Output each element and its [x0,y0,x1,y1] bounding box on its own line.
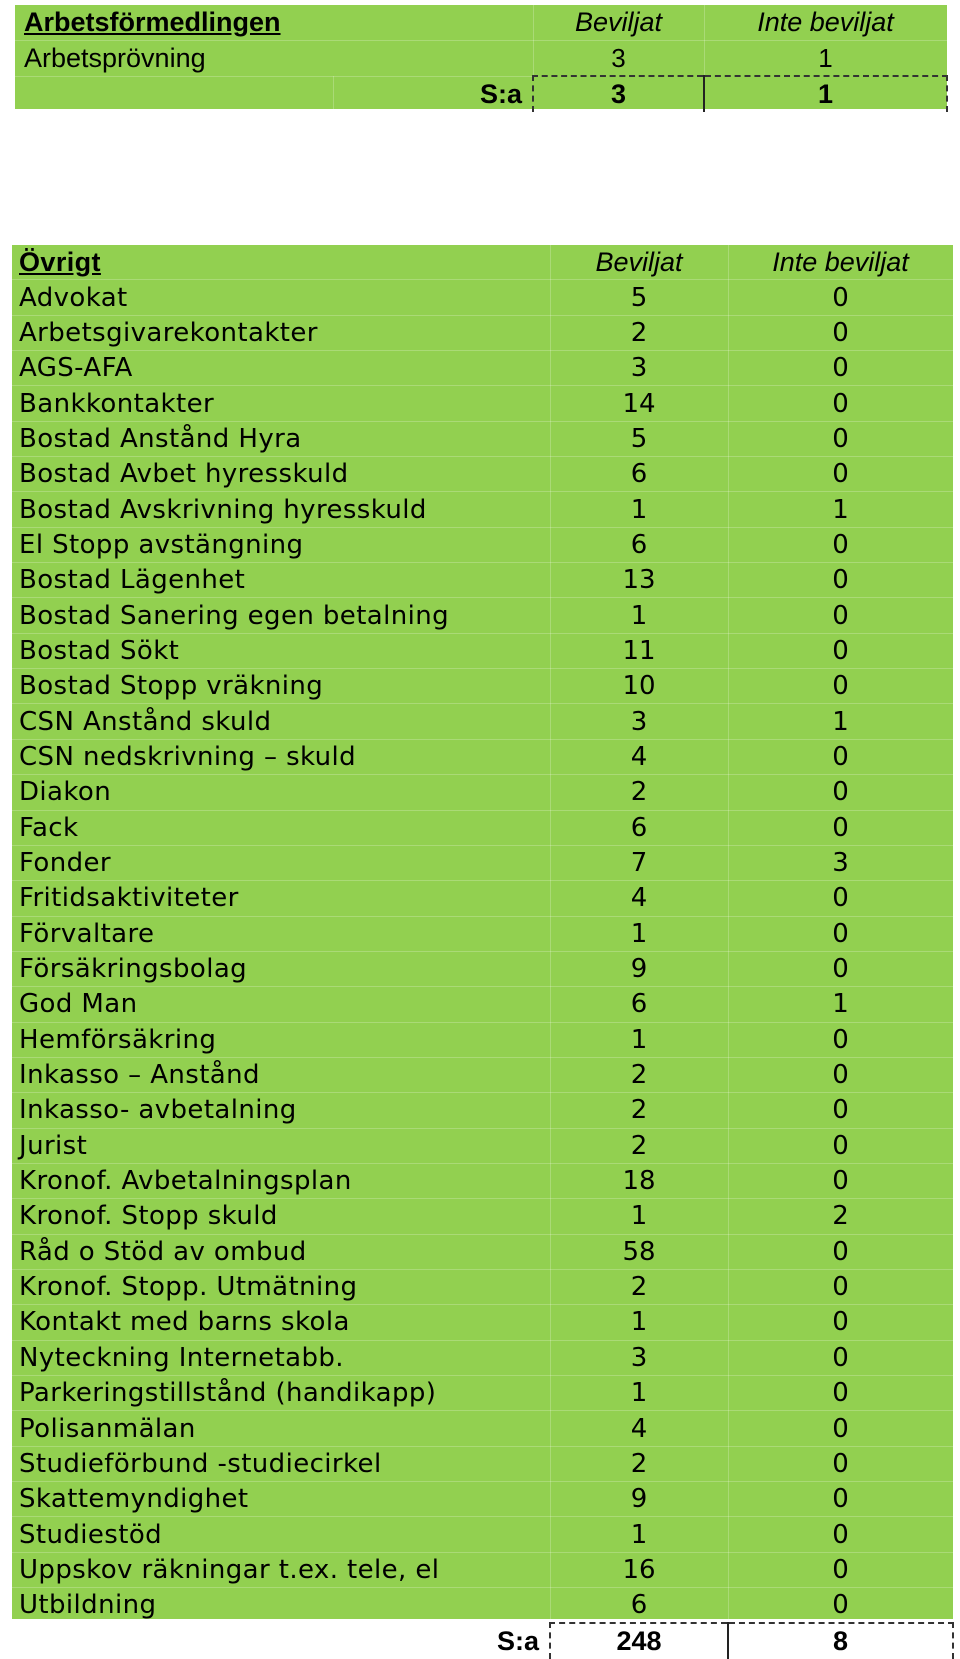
row-label: Bostad Lägenhet [12,563,550,598]
row-denied: 1 [728,492,953,527]
row-granted: 1 [550,1517,728,1552]
row-granted: 3 [533,40,704,76]
row-label: Bostad Anstånd Hyra [12,421,550,456]
table-row [15,40,947,76]
row-label: Advokat [12,280,550,315]
row-label: Arbetsgivarekontakter [12,315,550,350]
row-granted: 2 [550,1128,728,1163]
table-row [12,457,953,492]
row-denied: 0 [728,1411,953,1446]
row-denied: 0 [728,1128,953,1163]
row-label: AGS-AFA [12,351,550,386]
row-denied: 0 [728,351,953,386]
row-label: Förvaltare [12,916,550,951]
row-granted: 3 [550,1340,728,1375]
row-denied: 0 [728,1093,953,1128]
table-row [12,1163,953,1198]
row-granted: 1 [550,1022,728,1057]
row-denied: 0 [728,1305,953,1340]
row-label: Utbildning [12,1588,550,1624]
table-row [12,1199,953,1234]
row-label: Parkeringstillstånd (handikapp) [12,1376,550,1411]
table-row [12,421,953,456]
row-granted: 1 [550,492,728,527]
row-granted: 6 [550,987,728,1022]
row-denied: 0 [728,1163,953,1198]
table-row [12,810,953,845]
row-label: Skattemyndighet [12,1482,550,1517]
table-row [12,386,953,421]
row-granted: 6 [550,810,728,845]
row-label: Inkasso- avbetalning [12,1093,550,1128]
row-granted: 10 [550,669,728,704]
row-label: CSN Anstånd skuld [12,704,550,739]
row-denied: 0 [728,598,953,633]
table-row [12,1305,953,1340]
row-denied: 0 [728,527,953,562]
row-granted: 2 [550,1057,728,1092]
row-denied: 0 [728,916,953,951]
row-denied: 0 [728,563,953,598]
section-arbetsformedlingen [15,5,947,109]
row-denied: 0 [728,280,953,315]
row-label: Kronof. Stopp. Utmätning [12,1269,550,1304]
row-label: Bostad Sanering egen betalning [12,598,550,633]
row-label: Inkasso – Anstånd [12,1057,550,1092]
sum-granted: 248 [550,1623,728,1658]
sum-label: S:a [333,76,533,112]
row-granted: 2 [550,1269,728,1304]
row-label: Bostad Avbet hyresskuld [12,457,550,492]
sum-denied: 1 [704,76,947,112]
row-denied: 0 [728,1552,953,1587]
row-granted: 6 [550,457,728,492]
row-label: Fritidsaktiviteter [12,881,550,916]
row-denied: 1 [728,987,953,1022]
table-row [12,633,953,668]
row-label: Hemförsäkring [12,1022,550,1057]
row-denied: 3 [728,845,953,880]
table-row [12,1446,953,1481]
row-granted: 2 [550,775,728,810]
row-granted: 7 [550,845,728,880]
row-granted: 4 [550,1411,728,1446]
row-label: Bostad Sökt [12,633,550,668]
row-denied: 1 [704,40,947,76]
row-denied: 0 [728,633,953,668]
column-header-granted: Beviljat [533,5,704,40]
table-row [12,1376,953,1411]
table-row [12,1517,953,1552]
row-denied: 0 [728,669,953,704]
row-denied: 0 [728,810,953,845]
row-label: Försäkringsbolag [12,951,550,986]
row-denied: 0 [728,1517,953,1552]
column-header-granted: Beviljat [550,245,728,280]
header-row [15,5,947,40]
table-row [12,739,953,774]
row-denied: 1 [728,704,953,739]
empty-cell [15,76,333,112]
row-label: Bankkontakter [12,386,550,421]
row-denied: 0 [728,1340,953,1375]
sum-label: S:a [12,1623,550,1658]
row-label: Nyteckning Internetabb. [12,1340,550,1375]
section-ovrigt [12,245,953,1657]
row-granted: 1 [550,1199,728,1234]
table-row [12,351,953,386]
row-denied: 0 [728,1057,953,1092]
ovrigt-table [12,245,954,1659]
row-granted: 3 [550,704,728,739]
row-label: El Stopp avstängning [12,527,550,562]
row-label: God Man [12,987,550,1022]
row-denied: 0 [728,775,953,810]
row-granted: 5 [550,421,728,456]
table-row [12,704,953,739]
table-row [12,1022,953,1057]
sum-row [15,76,947,112]
row-denied: 0 [728,1022,953,1057]
row-denied: 2 [728,1199,953,1234]
table-row [12,527,953,562]
row-label: Bostad Stopp vräkning [12,669,550,704]
column-header-denied: Inte beviljat [728,245,953,280]
table-row [12,951,953,986]
row-granted: 5 [550,280,728,315]
row-granted: 14 [550,386,728,421]
row-label: Jurist [12,1128,550,1163]
table-row [12,1482,953,1517]
row-granted: 1 [550,916,728,951]
row-label: Diakon [12,775,550,810]
row-label: CSN nedskrivning – skuld [12,739,550,774]
row-label: Fonder [12,845,550,880]
row-label: Uppskov räkningar t.ex. tele, el [12,1552,550,1587]
row-granted: 6 [550,527,728,562]
row-granted: 4 [550,739,728,774]
row-granted: 2 [550,315,728,350]
row-granted: 3 [550,351,728,386]
row-label: Kronof. Avbetalningsplan [12,1163,550,1198]
row-granted: 6 [550,1588,728,1624]
sum-denied: 8 [728,1623,953,1658]
row-label: Fack [12,810,550,845]
row-denied: 0 [728,421,953,456]
row-granted: 2 [550,1446,728,1481]
row-granted: 18 [550,1163,728,1198]
row-denied: 0 [728,1376,953,1411]
table-row [12,280,953,315]
row-denied: 0 [728,739,953,774]
table-row [12,669,953,704]
row-granted: 1 [550,598,728,633]
table-row [12,1234,953,1269]
table-row [12,987,953,1022]
row-granted: 2 [550,1093,728,1128]
row-label: Bostad Avskrivning hyresskuld [12,492,550,527]
table-row [12,916,953,951]
row-granted: 16 [550,1552,728,1587]
table-row [12,598,953,633]
sum-granted: 3 [533,76,704,112]
row-label: Polisanmälan [12,1411,550,1446]
table-row [12,1128,953,1163]
section-title: Övrigt [12,245,550,280]
row-denied: 0 [728,1234,953,1269]
row-denied: 0 [728,881,953,916]
row-denied: 0 [728,1446,953,1481]
table-row [12,1411,953,1446]
row-label: Arbetsprövning [15,40,533,76]
column-header-denied: Inte beviljat [704,5,947,40]
row-denied: 0 [728,1269,953,1304]
table-row [12,845,953,880]
row-granted: 4 [550,881,728,916]
row-label: Kronof. Stopp skuld [12,1199,550,1234]
row-granted: 11 [550,633,728,668]
row-label: Studiestöd [12,1517,550,1552]
row-label: Råd o Stöd av ombud [12,1234,550,1269]
table-row [12,881,953,916]
row-denied: 0 [728,951,953,986]
row-granted: 58 [550,1234,728,1269]
row-granted: 1 [550,1305,728,1340]
row-denied: 0 [728,457,953,492]
row-denied: 0 [728,386,953,421]
row-label: Studieförbund -studiecirkel [12,1446,550,1481]
table-row [12,1093,953,1128]
table-row [12,1340,953,1375]
table-row [12,315,953,350]
row-granted: 9 [550,951,728,986]
header-row [12,245,953,280]
table-row [12,1552,953,1587]
table-row [12,1057,953,1092]
row-denied: 0 [728,1482,953,1517]
arbetsformedlingen-table [15,5,948,112]
table-row [12,563,953,598]
table-row [12,492,953,527]
table-row [12,1269,953,1304]
row-denied: 0 [728,315,953,350]
row-granted: 1 [550,1376,728,1411]
row-granted: 13 [550,563,728,598]
table-row [12,1588,953,1624]
table-row [12,775,953,810]
row-label: Kontakt med barns skola [12,1305,550,1340]
row-granted: 9 [550,1482,728,1517]
section-title: Arbetsförmedlingen [15,5,533,40]
row-denied: 0 [728,1588,953,1624]
